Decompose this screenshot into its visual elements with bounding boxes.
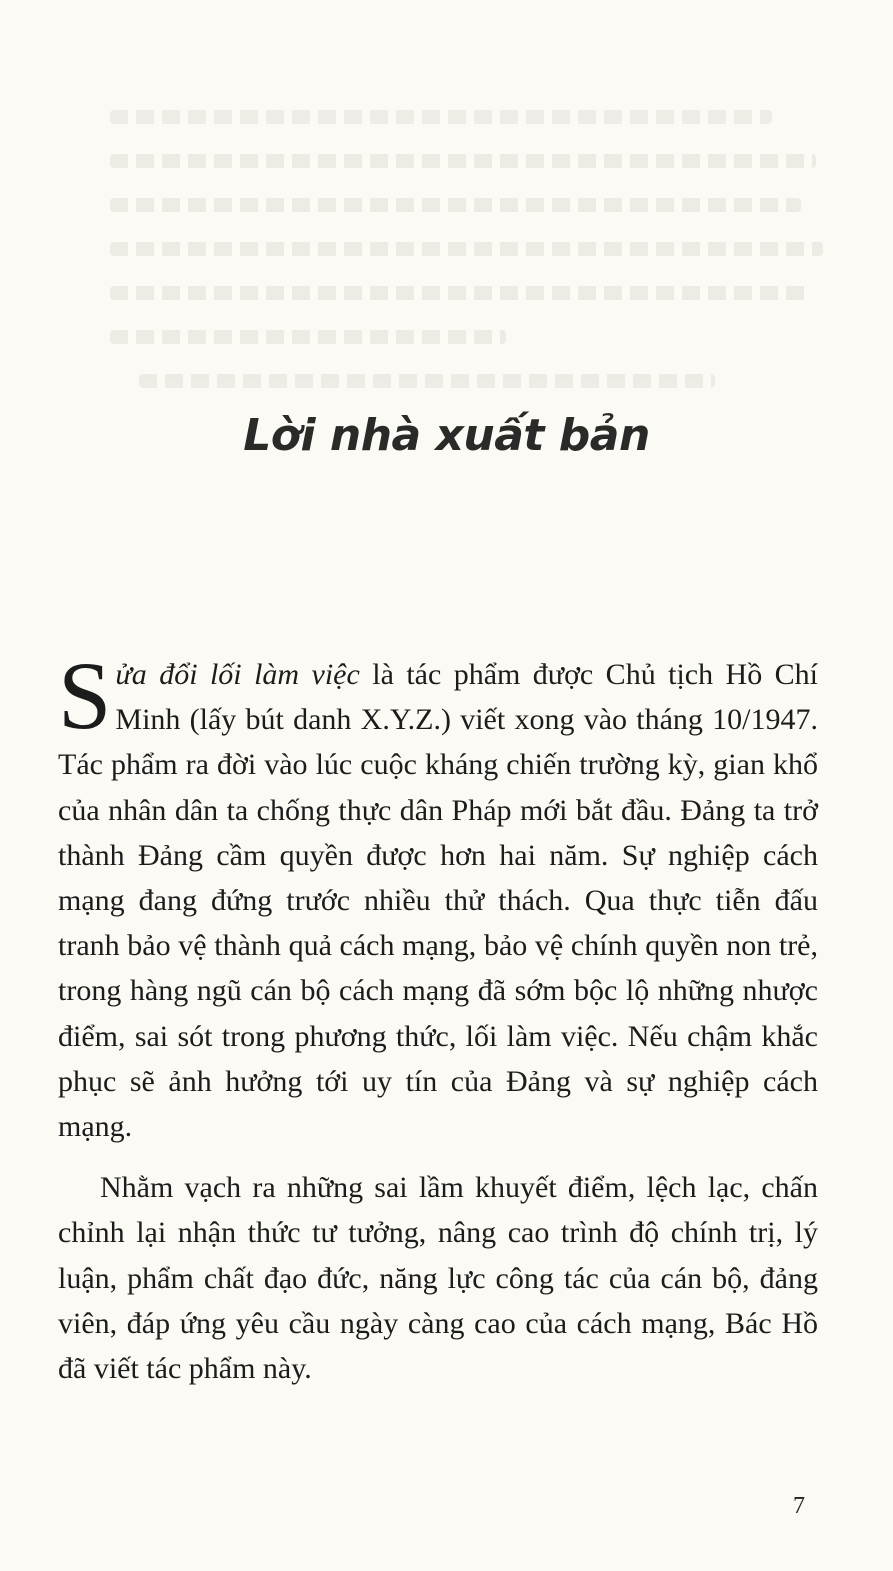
page-number: 7 (793, 1493, 805, 1519)
paragraph-1-text: là tác phẩm được Chủ tịch Hồ Chí Minh (lấy bút danh X.Y.Z.) viết xong vào tháng 10/1947. Tác phẩm ra đời vào lúc cuộc kháng chiến trường kỳ, gian khổ của nhân dân ta chống thực dân Pháp mới bắt đầu. Đảng ta trở thành Đảng cầm quyền được hơn hai năm. Sự nghiệp cách mạng đang đứng trước nhiều thử thách. Qua thực tiễn đấu tranh bảo vệ thành quả cách mạng, bảo vệ chính quyền non trẻ, trong hàng ngũ cán bộ cách mạng đã sớm bộc lộ những nhược điểm, sai sót trong phương thức, lối làm việc. Nếu chậm khắc phục sẽ ảnh hưởng tới uy tín của Đảng và sự nghiệp cách mạng. (58, 658, 818, 1144)
page-title: Lời nhà xuất bản (243, 410, 650, 461)
body-text (58, 642, 818, 1391)
paragraph-2: Nhằm vạch ra những sai lầm khuyết điểm, lệch lạc, chấn chỉnh lại nhận thức tư tưởng, nâng cao trình độ chính trị, lý luận, phẩm chất đạo đức, năng lực công tác của cán bộ, đảng viên, đáp ứng yêu cầu ngày càng cao của cách mạng, Bác Hồ đã viết tác phẩm này. (58, 1171, 818, 1386)
drop-cap: S (58, 642, 112, 749)
paragraph-1 (58, 642, 818, 1149)
work-title-italic: ửa đổi lối làm việc (115, 658, 360, 691)
